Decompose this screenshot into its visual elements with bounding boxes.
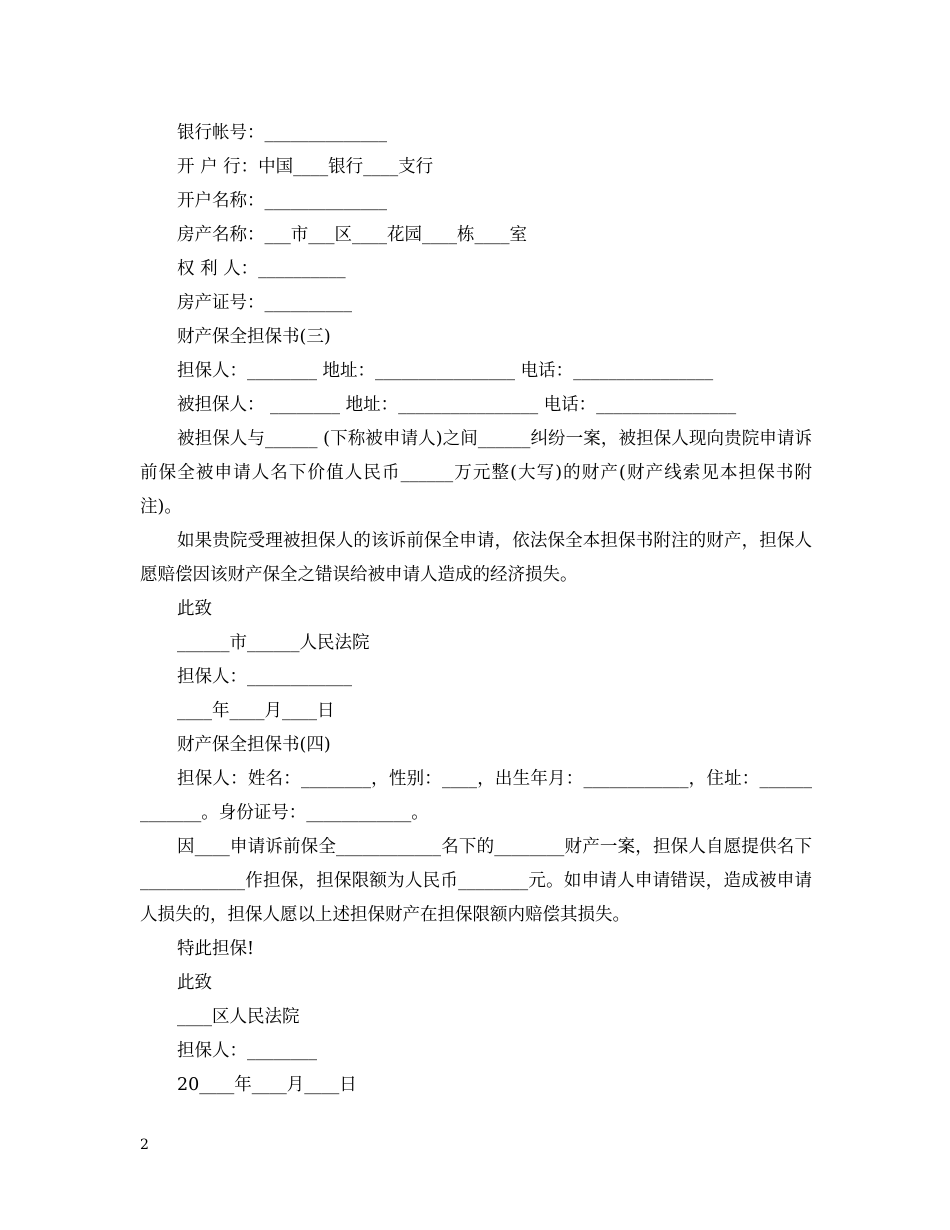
paragraph-compensation: 如果贵院受理被担保人的该诉前保全申请，依法保全本担保书附注的财产，担保人愿赔偿因该财产保全之错误给被申请人造成的经济损失。 (140, 531, 812, 585)
page-number: 2 (140, 1137, 149, 1153)
section-title-four: 财产保全担保书(四) (177, 735, 331, 755)
paragraph-application: 被担保人与______ (下称被申请人)之间______纠纷一案，被担保人现向贵院申请诉前保全被申请人名下价值人民币______万元整(大写)的财产(财产线索见本担保书附注)。 (140, 429, 812, 517)
hereby-guarantee-line: 特此担保! (177, 939, 255, 959)
section-title-three: 财产保全担保书(三) (177, 327, 331, 347)
paragraph-guarantee-terms: 因____申请诉前保全____________名下的________财产一案，担保人自愿提供名下____________作担保，担保限额为人民币________元。如申请人申请错误，造成被申请人损失的，担保人愿以上述担保财产在担保限额内赔偿其损失。 (140, 837, 812, 925)
document-body (140, 116, 812, 1102)
district-court-line: ____区人民法院 (177, 1007, 300, 1027)
date-line: ____年____月____日 (177, 701, 335, 721)
court-line: ______市______人民法院 (177, 633, 370, 653)
property-cert-line: 房产证号：__________ (177, 293, 352, 313)
guarantor-signature-line-2: 担保人：________ (177, 1041, 317, 1061)
owner-line: 权 利 人：__________ (177, 259, 346, 279)
account-name-line: 开户名称：______________ (177, 191, 387, 211)
salutation-line-2: 此致 (177, 973, 212, 993)
paragraph-guarantor-details: 担保人：姓名：________，性别：____，出生年月：____________，住址：_____________。身份证号：____________。 (140, 769, 812, 823)
guarantor-signature-line: 担保人：____________ (177, 667, 352, 687)
salutation-line: 此致 (177, 599, 212, 619)
guaranteed-party-info-line: 被担保人： ________ 地址：________________ 电话：________________ (177, 395, 737, 415)
property-name-line: 房产名称：___市___区____花园____栋____室 (177, 225, 527, 245)
date-line-2: 20____年____月____日 (177, 1075, 357, 1095)
guarantor-info-line: 担保人：________ 地址：________________ 电话：________________ (177, 361, 714, 381)
bank-account-line: 银行帐号：______________ (177, 123, 387, 143)
bank-branch-line: 开 户 行：中国____银行____支行 (177, 157, 434, 177)
